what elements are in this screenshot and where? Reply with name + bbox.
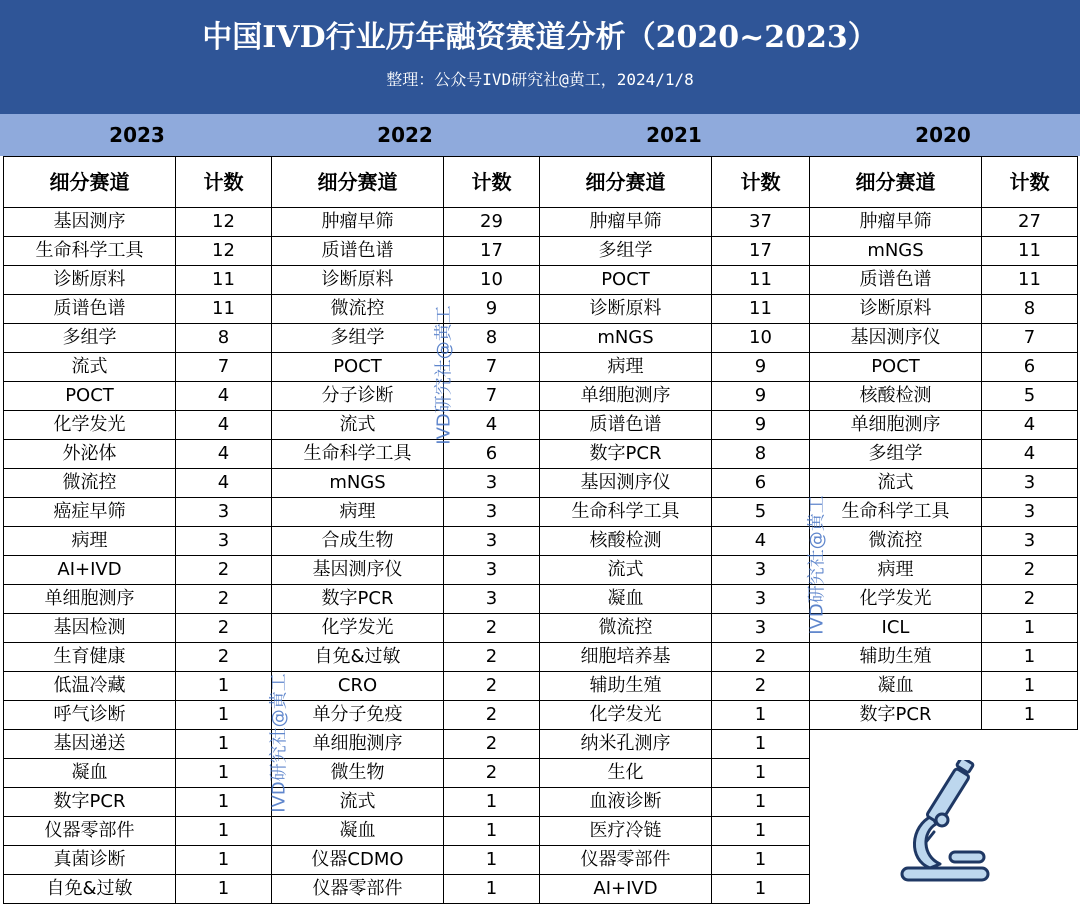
count-cell: 1 bbox=[712, 701, 810, 730]
count-cell: 3 bbox=[176, 527, 272, 556]
segment-cell: 辅助生殖 bbox=[540, 672, 712, 701]
count-cell: 11 bbox=[982, 266, 1078, 295]
count-cell: 1 bbox=[712, 875, 810, 904]
count-cell: 2 bbox=[712, 672, 810, 701]
count-cell: 11 bbox=[176, 295, 272, 324]
count-cell: 1 bbox=[176, 730, 272, 759]
count-cell: 17 bbox=[444, 237, 540, 266]
count-cell: 1 bbox=[444, 875, 540, 904]
header-banner bbox=[0, 0, 1080, 114]
segment-cell: 微流控 bbox=[4, 469, 176, 498]
page-subtitle: 整理：公众号IVD研究社@黄工，2024/1/8 bbox=[386, 70, 694, 89]
table-row bbox=[4, 672, 1078, 701]
segment-cell: 数字PCR bbox=[540, 440, 712, 469]
count-cell: 11 bbox=[712, 295, 810, 324]
segment-cell: 数字PCR bbox=[810, 701, 982, 730]
segment-cell: POCT bbox=[272, 353, 444, 382]
segment-cell: 仪器零部件 bbox=[272, 875, 444, 904]
count-cell: 1 bbox=[712, 730, 810, 759]
table-row bbox=[4, 237, 1078, 266]
table-row bbox=[4, 614, 1078, 643]
segment-cell: 辅助生殖 bbox=[810, 643, 982, 672]
count-cell: 9 bbox=[712, 411, 810, 440]
segment-cell: mNGS bbox=[272, 469, 444, 498]
segment-cell: 生命科学工具 bbox=[540, 498, 712, 527]
segment-cell: 流式 bbox=[272, 411, 444, 440]
segment-cell: 流式 bbox=[272, 788, 444, 817]
segment-cell: 诊断原料 bbox=[272, 266, 444, 295]
segment-cell: 多组学 bbox=[4, 324, 176, 353]
count-cell: 1 bbox=[176, 759, 272, 788]
count-cell: 12 bbox=[176, 208, 272, 237]
segment-cell: 诊断原料 bbox=[540, 295, 712, 324]
year-label-2021: 2021 bbox=[646, 123, 702, 147]
count-cell: 12 bbox=[176, 237, 272, 266]
table-row bbox=[4, 556, 1078, 585]
count-cell: 6 bbox=[982, 353, 1078, 382]
count-cell: 8 bbox=[982, 295, 1078, 324]
segment-cell: 分子诊断 bbox=[272, 382, 444, 411]
segment-cell: 肿瘤早筛 bbox=[810, 208, 982, 237]
segment-cell: AI+IVD bbox=[4, 556, 176, 585]
watermark-2: IVD研究社@黄工 bbox=[268, 673, 290, 813]
segment-cell: 核酸检测 bbox=[540, 527, 712, 556]
count-cell: 1 bbox=[712, 788, 810, 817]
segment-cell: 凝血 bbox=[810, 672, 982, 701]
count-cell: 2 bbox=[444, 643, 540, 672]
table-row bbox=[4, 469, 1078, 498]
segment-cell: 基因测序仪 bbox=[810, 324, 982, 353]
segment-cell: 化学发光 bbox=[540, 701, 712, 730]
count-cell: 2 bbox=[712, 643, 810, 672]
segment-cell: 基因递送 bbox=[4, 730, 176, 759]
table-row bbox=[4, 730, 1078, 759]
count-cell: 4 bbox=[176, 382, 272, 411]
segment-cell: mNGS bbox=[810, 237, 982, 266]
count-cell: 3 bbox=[444, 469, 540, 498]
count-cell: 9 bbox=[444, 295, 540, 324]
year-label-2022: 2022 bbox=[377, 123, 433, 147]
count-cell: 29 bbox=[444, 208, 540, 237]
count-cell: 6 bbox=[444, 440, 540, 469]
count-cell: 3 bbox=[712, 556, 810, 585]
count-cell: 7 bbox=[444, 382, 540, 411]
count-cell: 11 bbox=[176, 266, 272, 295]
count-cell: 2 bbox=[176, 585, 272, 614]
count-cell: 5 bbox=[712, 498, 810, 527]
segment-cell: 单分子免疫 bbox=[272, 701, 444, 730]
segment-cell: 纳米孔测序 bbox=[540, 730, 712, 759]
segment-cell: 生命科学工具 bbox=[810, 498, 982, 527]
year-label-2023: 2023 bbox=[109, 123, 165, 147]
segment-cell: 生命科学工具 bbox=[4, 237, 176, 266]
count-cell: 3 bbox=[444, 498, 540, 527]
count-cell: 9 bbox=[712, 382, 810, 411]
header-count: 计数 bbox=[444, 157, 540, 208]
segment-cell: 低温冷藏 bbox=[4, 672, 176, 701]
microscope-icon bbox=[900, 760, 990, 885]
segment-cell: 外泌体 bbox=[4, 440, 176, 469]
segment-cell: 流式 bbox=[4, 353, 176, 382]
count-cell: 2 bbox=[176, 614, 272, 643]
segment-cell: 质谱色谱 bbox=[810, 266, 982, 295]
table-row bbox=[4, 266, 1078, 295]
segment-cell: 数字PCR bbox=[272, 585, 444, 614]
table-row bbox=[4, 527, 1078, 556]
count-cell: 1 bbox=[444, 846, 540, 875]
segment-cell: 仪器零部件 bbox=[4, 817, 176, 846]
segment-cell: AI+IVD bbox=[540, 875, 712, 904]
segment-cell: 合成生物 bbox=[272, 527, 444, 556]
segment-cell: 诊断原料 bbox=[4, 266, 176, 295]
watermark-1: IVD研究社@黄工 bbox=[433, 305, 455, 445]
segment-cell: 质谱色谱 bbox=[540, 411, 712, 440]
header-segment: 细分赛道 bbox=[540, 157, 712, 208]
count-cell: 3 bbox=[444, 585, 540, 614]
count-cell: 37 bbox=[712, 208, 810, 237]
table-row bbox=[4, 440, 1078, 469]
segment-cell: 诊断原料 bbox=[810, 295, 982, 324]
segment-cell: 肿瘤早筛 bbox=[540, 208, 712, 237]
count-cell: 7 bbox=[982, 324, 1078, 353]
count-cell: 2 bbox=[982, 556, 1078, 585]
count-cell: 7 bbox=[444, 353, 540, 382]
segment-cell: 凝血 bbox=[540, 585, 712, 614]
header-segment: 细分赛道 bbox=[810, 157, 982, 208]
segment-cell: 自免&过敏 bbox=[4, 875, 176, 904]
segment-cell: 自免&过敏 bbox=[272, 643, 444, 672]
table-row bbox=[4, 353, 1078, 382]
table-row bbox=[4, 382, 1078, 411]
segment-cell: 生命科学工具 bbox=[272, 440, 444, 469]
header-segment: 细分赛道 bbox=[4, 157, 176, 208]
segment-cell: 核酸检测 bbox=[810, 382, 982, 411]
segment-cell: 病理 bbox=[540, 353, 712, 382]
count-cell: 5 bbox=[982, 382, 1078, 411]
table-row bbox=[4, 701, 1078, 730]
table-row bbox=[4, 498, 1078, 527]
header-count: 计数 bbox=[982, 157, 1078, 208]
segment-cell: 化学发光 bbox=[810, 585, 982, 614]
count-cell: 1 bbox=[982, 701, 1078, 730]
segment-cell: 单细胞测序 bbox=[4, 585, 176, 614]
count-cell: 3 bbox=[444, 556, 540, 585]
count-cell: 2 bbox=[176, 556, 272, 585]
segment-cell: 微流控 bbox=[272, 295, 444, 324]
count-cell: 10 bbox=[712, 324, 810, 353]
segment-cell: 呼气诊断 bbox=[4, 701, 176, 730]
segment-cell: 医疗冷链 bbox=[540, 817, 712, 846]
count-cell: 3 bbox=[982, 469, 1078, 498]
segment-cell: 生化 bbox=[540, 759, 712, 788]
table-row bbox=[4, 208, 1078, 237]
count-cell: 1 bbox=[176, 701, 272, 730]
year-label-2020: 2020 bbox=[915, 123, 971, 147]
segment-cell: 仪器CDMO bbox=[272, 846, 444, 875]
header-count: 计数 bbox=[712, 157, 810, 208]
count-cell: 1 bbox=[712, 817, 810, 846]
count-cell: 4 bbox=[444, 411, 540, 440]
count-cell: 4 bbox=[176, 411, 272, 440]
segment-cell: 病理 bbox=[4, 527, 176, 556]
count-cell: 3 bbox=[444, 527, 540, 556]
count-cell: 4 bbox=[712, 527, 810, 556]
table-row bbox=[4, 324, 1078, 353]
segment-cell: 基因检测 bbox=[4, 614, 176, 643]
segment-cell: 质谱色谱 bbox=[4, 295, 176, 324]
table-row bbox=[4, 295, 1078, 324]
count-cell: 6 bbox=[712, 469, 810, 498]
segment-cell: 凝血 bbox=[4, 759, 176, 788]
segment-cell: 病理 bbox=[272, 498, 444, 527]
segment-cell: 单细胞测序 bbox=[810, 411, 982, 440]
segment-cell: 凝血 bbox=[272, 817, 444, 846]
segment-cell: 癌症早筛 bbox=[4, 498, 176, 527]
segment-cell: CRO bbox=[272, 672, 444, 701]
column-header-row bbox=[4, 157, 1078, 208]
segment-cell: 血液诊断 bbox=[540, 788, 712, 817]
segment-cell: 微生物 bbox=[272, 759, 444, 788]
table-row bbox=[4, 411, 1078, 440]
segment-cell: 化学发光 bbox=[272, 614, 444, 643]
header-count: 计数 bbox=[176, 157, 272, 208]
year-header-bar bbox=[0, 114, 1080, 156]
segment-cell: 基因测序仪 bbox=[540, 469, 712, 498]
segment-cell: 基因测序 bbox=[4, 208, 176, 237]
segment-cell: 质谱色谱 bbox=[272, 237, 444, 266]
count-cell: 10 bbox=[444, 266, 540, 295]
segment-cell: 微流控 bbox=[810, 527, 982, 556]
count-cell: 3 bbox=[982, 498, 1078, 527]
table-row bbox=[4, 585, 1078, 614]
segment-cell: POCT bbox=[4, 382, 176, 411]
segment-cell: 流式 bbox=[810, 469, 982, 498]
count-cell: 3 bbox=[982, 527, 1078, 556]
count-cell: 4 bbox=[982, 440, 1078, 469]
count-cell: 3 bbox=[712, 585, 810, 614]
count-cell: 2 bbox=[176, 643, 272, 672]
count-cell: 9 bbox=[712, 353, 810, 382]
count-cell: 2 bbox=[444, 614, 540, 643]
segment-cell: 化学发光 bbox=[4, 411, 176, 440]
watermark-3: IVD研究社@黄工 bbox=[806, 495, 828, 635]
segment-cell: mNGS bbox=[540, 324, 712, 353]
page-title: 中国IVD行业历年融资赛道分析（2020~2023） bbox=[202, 20, 878, 55]
segment-cell: 微流控 bbox=[540, 614, 712, 643]
count-cell: 1 bbox=[444, 788, 540, 817]
segment-cell: POCT bbox=[540, 266, 712, 295]
count-cell: 2 bbox=[444, 672, 540, 701]
header-segment: 细分赛道 bbox=[272, 157, 444, 208]
count-cell: 7 bbox=[176, 353, 272, 382]
count-cell: 1 bbox=[982, 614, 1078, 643]
count-cell: 1 bbox=[712, 846, 810, 875]
count-cell: 2 bbox=[444, 730, 540, 759]
empty-cell bbox=[810, 730, 1078, 759]
segment-cell: 基因测序仪 bbox=[272, 556, 444, 585]
segment-cell: 仪器零部件 bbox=[540, 846, 712, 875]
count-cell: 1 bbox=[444, 817, 540, 846]
count-cell: 1 bbox=[176, 672, 272, 701]
count-cell: 27 bbox=[982, 208, 1078, 237]
segment-cell: 细胞培养基 bbox=[540, 643, 712, 672]
segment-cell: 多组学 bbox=[272, 324, 444, 353]
count-cell: 2 bbox=[444, 759, 540, 788]
segment-cell: 生育健康 bbox=[4, 643, 176, 672]
segment-cell: 数字PCR bbox=[4, 788, 176, 817]
count-cell: 8 bbox=[176, 324, 272, 353]
count-cell: 11 bbox=[712, 266, 810, 295]
segment-cell: ICL bbox=[810, 614, 982, 643]
count-cell: 4 bbox=[176, 440, 272, 469]
segment-cell: 肿瘤早筛 bbox=[272, 208, 444, 237]
segment-cell: 多组学 bbox=[540, 237, 712, 266]
count-cell: 1 bbox=[176, 817, 272, 846]
segment-cell: 真菌诊断 bbox=[4, 846, 176, 875]
count-cell: 8 bbox=[444, 324, 540, 353]
segment-cell: 多组学 bbox=[810, 440, 982, 469]
count-cell: 1 bbox=[712, 759, 810, 788]
count-cell: 2 bbox=[444, 701, 540, 730]
segment-cell: POCT bbox=[810, 353, 982, 382]
count-cell: 1 bbox=[982, 672, 1078, 701]
count-cell: 17 bbox=[712, 237, 810, 266]
count-cell: 1 bbox=[176, 846, 272, 875]
count-cell: 1 bbox=[176, 875, 272, 904]
table-row bbox=[4, 643, 1078, 672]
count-cell: 1 bbox=[176, 788, 272, 817]
segment-cell: 病理 bbox=[810, 556, 982, 585]
count-cell: 4 bbox=[176, 469, 272, 498]
segment-cell: 单细胞测序 bbox=[540, 382, 712, 411]
segment-cell: 单细胞测序 bbox=[272, 730, 444, 759]
count-cell: 3 bbox=[712, 614, 810, 643]
count-cell: 1 bbox=[982, 643, 1078, 672]
count-cell: 3 bbox=[176, 498, 272, 527]
count-cell: 4 bbox=[982, 411, 1078, 440]
count-cell: 2 bbox=[982, 585, 1078, 614]
segment-cell: 流式 bbox=[540, 556, 712, 585]
count-cell: 8 bbox=[712, 440, 810, 469]
count-cell: 11 bbox=[982, 237, 1078, 266]
